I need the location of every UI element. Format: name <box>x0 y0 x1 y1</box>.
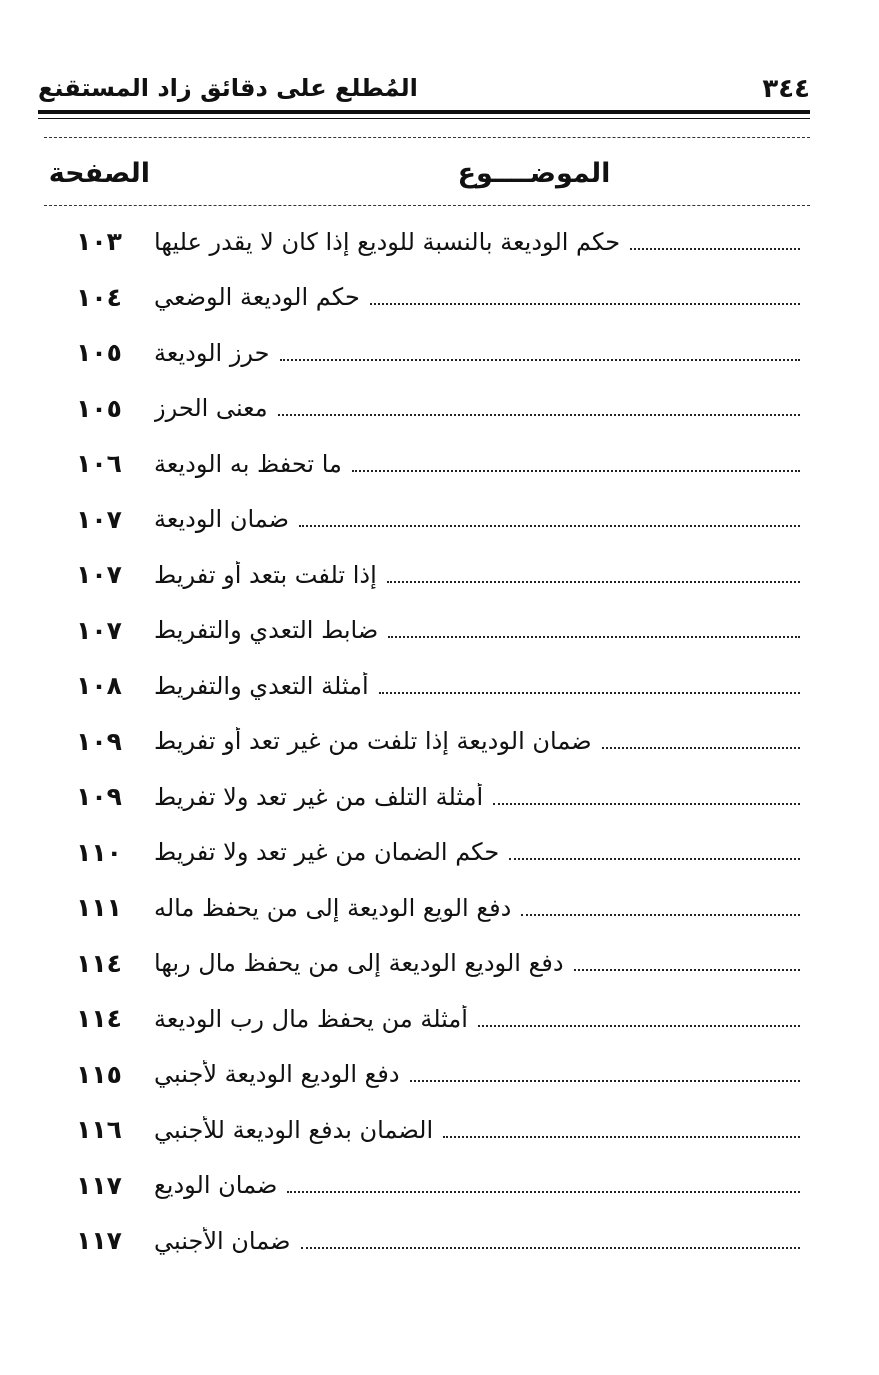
dot-leader <box>278 414 800 416</box>
dot-leader <box>370 303 800 305</box>
toc-entry-title: دفع الويع الوديعة إلى من يحفظ ماله <box>154 893 512 922</box>
toc-entry <box>44 825 810 881</box>
dot-leader <box>388 636 800 638</box>
dot-leader <box>280 359 801 361</box>
toc-entry-title: معنى الحرز <box>154 394 268 423</box>
dashed-divider-bottom <box>44 205 810 206</box>
page-number: ٣٤٤ <box>762 74 810 104</box>
column-header-topic: الموضــــوع <box>457 158 611 189</box>
toc-entry-page: ١٠٧ <box>76 560 122 590</box>
book-title: المُطلع على دقائق زاد المستقنع <box>38 74 418 102</box>
toc-entry-page: ١١٧ <box>76 1226 122 1256</box>
toc-entry <box>44 547 810 603</box>
toc-entry <box>44 1158 810 1214</box>
toc-entry-page: ١١٧ <box>76 1170 122 1200</box>
dot-leader <box>493 803 800 805</box>
toc-entry <box>44 270 810 326</box>
toc-entry-page: ١٠٥ <box>76 393 122 423</box>
toc-entry-title: حكم الوديعة الوضعي <box>154 283 360 312</box>
toc-entry <box>44 880 810 936</box>
toc-entry-page: ١٠٨ <box>76 671 122 701</box>
toc-entry-title: ضمان الوديعة إذا تلفت من غير تعد أو تفريط <box>154 727 592 756</box>
toc-entry-page: ١٠٣ <box>76 227 122 257</box>
toc-entry-page: ١١٤ <box>76 948 122 978</box>
toc-entry <box>44 603 810 659</box>
toc-entry-page: ١٠٤ <box>76 282 122 312</box>
toc-entry-page: ١١١ <box>76 893 122 923</box>
toc-entry-title: إذا تلفت بتعد أو تفريط <box>154 560 377 589</box>
dot-leader <box>574 969 801 971</box>
header-rule-thick <box>38 110 810 114</box>
toc-entry-title: ضمان الوديعة <box>154 505 290 534</box>
toc-entry <box>44 436 810 492</box>
dot-leader <box>630 248 800 250</box>
toc-entry-title: حكم الضمان من غير تعد ولا تفريط <box>154 838 500 867</box>
toc-entry <box>44 325 810 381</box>
toc-entry-page: ١١٠ <box>76 837 122 867</box>
toc-entry-page: ١٠٩ <box>76 782 122 812</box>
toc-entry-title: ما تحفظ به الوديعة <box>154 449 342 478</box>
toc-entry-title: أمثلة التلف من غير تعد ولا تفريط <box>154 782 484 811</box>
toc-entry <box>44 1102 810 1158</box>
dot-leader <box>287 1191 800 1193</box>
dot-leader <box>478 1025 800 1027</box>
column-header-page: الصفحة <box>48 158 150 189</box>
toc-entry <box>44 492 810 548</box>
toc-entry-title: حرز الوديعة <box>154 338 270 367</box>
toc-entry <box>44 381 810 437</box>
dashed-divider-top <box>44 137 810 138</box>
toc-entry-title: دفع الوديع الوديعة إلى من يحفظ مال ربها <box>154 949 564 978</box>
dot-leader <box>410 1080 800 1082</box>
toc-entry <box>44 936 810 992</box>
dot-leader <box>387 581 800 583</box>
dot-leader <box>379 692 800 694</box>
toc-entry-title: ضابط التعدي والتفريط <box>154 616 379 645</box>
dot-leader <box>521 914 800 916</box>
toc-entry <box>44 658 810 714</box>
toc-entry-title: دفع الوديع الوديعة لأجنبي <box>154 1060 400 1089</box>
running-header <box>38 70 810 110</box>
toc-entry-page: ١١٥ <box>76 1059 122 1089</box>
toc-entry-page: ١٠٧ <box>76 504 122 534</box>
toc-entry <box>44 769 810 825</box>
dot-leader <box>299 525 800 527</box>
header-rule-thin <box>38 118 810 119</box>
toc-entry-page: ١٠٦ <box>76 449 122 479</box>
table-column-headers <box>44 158 810 198</box>
toc-entry <box>44 1047 810 1103</box>
toc-entry <box>44 991 810 1047</box>
toc-entry <box>44 214 810 270</box>
toc-entry-page: ١٠٧ <box>76 615 122 645</box>
toc-entry-title: الضمان بدفع الوديعة للأجنبي <box>154 1115 434 1144</box>
toc-entry-page: ١١٤ <box>76 1004 122 1034</box>
toc-entry-page: ١٠٩ <box>76 726 122 756</box>
toc-entry-title: حكم الوديعة بالنسبة للوديع إذا كان لا يقدر عليها <box>154 227 621 256</box>
dot-leader <box>301 1247 801 1249</box>
dot-leader <box>352 470 800 472</box>
dot-leader <box>443 1136 800 1138</box>
toc-entry-title: أمثلة من يحفظ مال رب الوديعة <box>154 1004 468 1033</box>
toc-entry <box>44 714 810 770</box>
toc-entry <box>44 1213 810 1269</box>
toc-entry-page: ١١٦ <box>76 1115 122 1145</box>
toc-entry-title: ضمان الأجنبي <box>154 1226 291 1255</box>
toc-list <box>44 214 810 1269</box>
toc-entry-page: ١٠٥ <box>76 338 122 368</box>
dot-leader <box>602 747 800 749</box>
toc-entry-title: أمثلة التعدي والتفريط <box>154 671 369 700</box>
toc-entry-title: ضمان الوديع <box>154 1171 278 1200</box>
dot-leader <box>509 858 800 860</box>
